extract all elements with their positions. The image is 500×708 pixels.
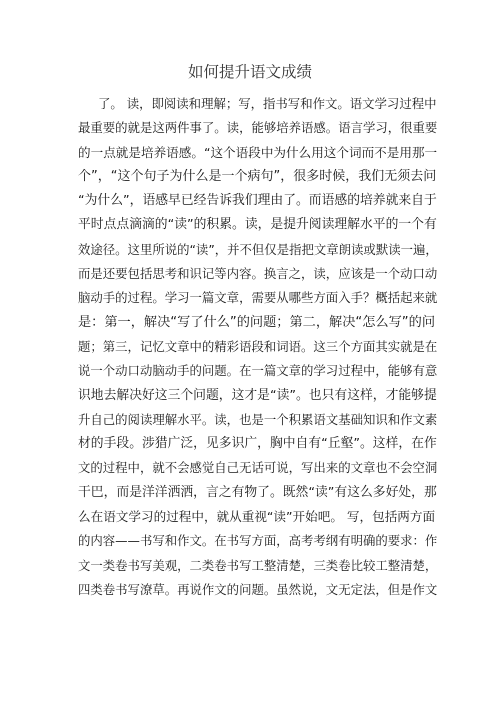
text-line: 最重要的就是这两件事了。读，能够培养语感。语言学习，很重要	[78, 120, 438, 136]
text-line: 文一类卷书写美观，二类卷书写工整清楚，三类卷比较工整清楚，	[78, 557, 438, 573]
text-line: 的一点就是培养语感。“这个语段中为什么用这个词而不是用那一	[78, 144, 438, 160]
text-line: 题；第三，记忆文章中的精彩语段和词语。这三个方面其实就是在	[78, 338, 438, 354]
text-line: 识地去解决好这三个问题，这才是“读”。也只有这样，才能够提	[78, 387, 437, 403]
text-line: 干巴，而是洋洋洒洒，言之有物了。既然“读”有这么多好处，那	[78, 484, 437, 500]
text-line: 脑动手的过程。学习一篇文章，需要从哪些方面入手？概括起来就	[78, 290, 438, 306]
text-line: 而是还要包括思考和识记等内容。换言之，读，应该是一个动口动	[78, 266, 438, 282]
text-line: 是：第一，解决“写了什么”的问题；第二，解决“怎么写”的问	[78, 314, 436, 330]
text-line: “为什么”，语感早已经告诉我们理由了。而语感的培养就来自于	[78, 193, 437, 209]
text-line: 升自己的阅读理解水平。读，也是一个积累语文基础知识和作文素	[78, 411, 438, 427]
text-line: 的内容——书写和作文。在书写方面，高考考纲有明确的要求：作	[78, 533, 438, 549]
text-line: 说一个动口动脑动手的问题。在一篇文章的学习过程中，能够有意	[78, 363, 438, 379]
document-title: 如何提升语文成绩	[187, 63, 312, 81]
text-line: 文的过程中，就不会感觉自己无话可说，写出来的文章也不会空洞	[78, 460, 438, 476]
text-line: 了。 读，即阅读和理解；写，指书写和作文。语文学习过程中	[98, 96, 437, 111]
text-line: 四类卷书写潦草。再说作文的问题。虽然说，文无定法，但是作文	[78, 581, 438, 597]
text-line: 个”，“这个句子为什么是一个病句”，很多时候，我们无须去问	[78, 168, 437, 184]
document-body	[78, 92, 438, 602]
text-line: 么在语文学习的过程中，就从重视“读”开始吧。 写，包括两方面	[78, 509, 436, 525]
text-line: 平时点点滴滴的“读”的积累。读，是提升阅读理解水平的一个有	[78, 217, 437, 233]
text-line: 材的手段。涉猎广泛，见多识广，胸中自有“丘壑”。这样，在作	[78, 436, 437, 452]
text-line: 效途径。这里所说的“读”，并不但仅是指把文章朗读或默读一遍，	[78, 241, 438, 257]
